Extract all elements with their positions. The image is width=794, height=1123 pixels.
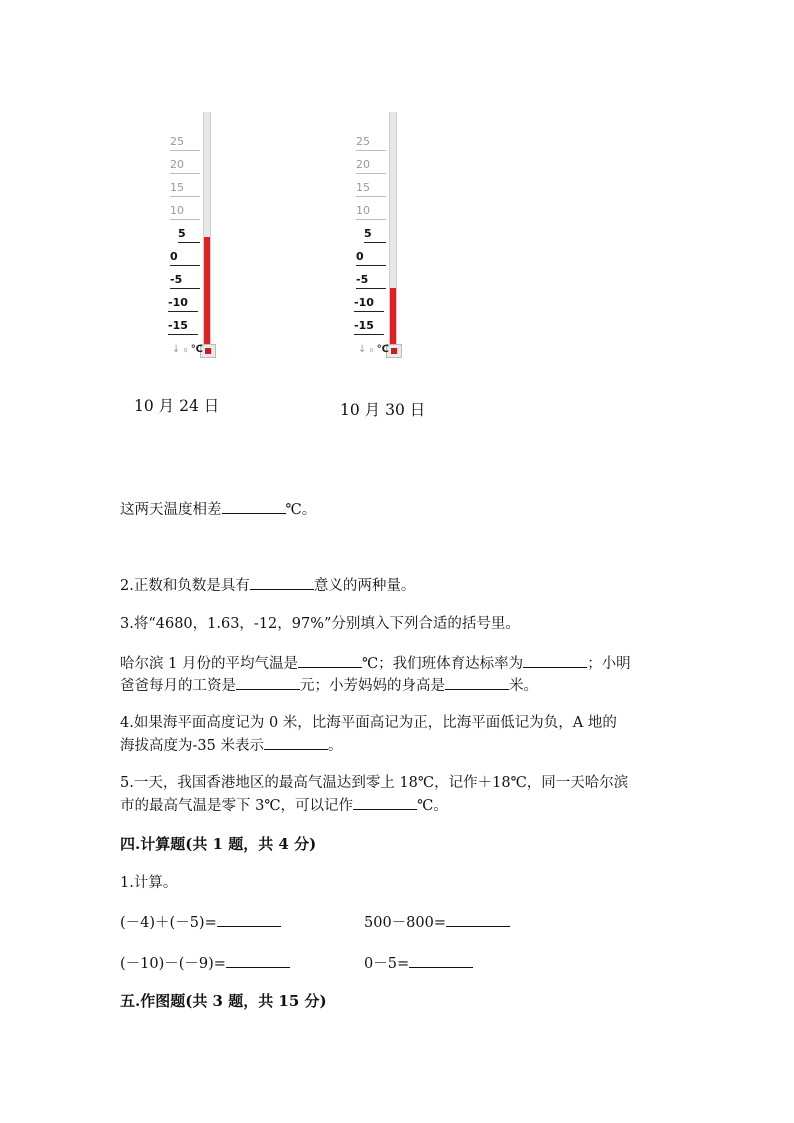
- question-4-line-1: 4.如果海平面高度记为 0 米，比海平面高记为正，比海平面低记为负，A 地的: [120, 715, 617, 731]
- answer-blank[interactable]: [446, 912, 510, 927]
- answer-blank[interactable]: [222, 499, 286, 514]
- calc-item-2: 500－800=: [364, 912, 510, 933]
- thermometer-oct-30: 25 20 15 10 5 0 -5 -10 -15 ↓ ₀ ℃: [354, 110, 444, 360]
- mercury-column: [390, 288, 396, 350]
- unit-label: ↓ ₀ ℃: [358, 344, 389, 355]
- thermometer-caption-2: 10 月 30 日: [340, 401, 426, 419]
- answer-blank[interactable]: [353, 795, 417, 810]
- calc-item-1: (－4)＋(－5)=: [120, 912, 281, 933]
- calc-item-4: 0－5=: [364, 953, 473, 974]
- answer-blank[interactable]: [226, 953, 290, 968]
- answer-blank[interactable]: [409, 953, 473, 968]
- mercury-column: [204, 237, 210, 350]
- question-temp-diff: 这两天温度相差 ℃。: [120, 499, 316, 520]
- answer-blank[interactable]: [236, 675, 300, 690]
- question-5-line-2: 市的最高气温是零下 3℃，可以记作 ℃。: [120, 795, 448, 816]
- question-3-line-2: 爸爸每月的工资是 元；小芳妈妈的身高是 米。: [120, 675, 538, 696]
- answer-blank[interactable]: [250, 575, 314, 590]
- section-4-heading: 四.计算题(共 1 题，共 4 分): [120, 835, 317, 853]
- answer-blank[interactable]: [298, 653, 362, 668]
- question-3-line-1: 哈尔滨 1 月份的平均气温是 ℃；我们班体育达标率为 ；小明: [120, 653, 631, 674]
- question-3-intro: 3.将“4680，1.63，-12，97%”分别填入下列合适的括号里。: [120, 616, 520, 632]
- question-2: 2.正数和负数是具有 意义的两种量。: [120, 575, 415, 596]
- unit-label: ↓ ₀ ℃: [172, 344, 203, 355]
- thermometer-caption-1: 10 月 24 日: [134, 397, 220, 415]
- answer-blank[interactable]: [264, 735, 328, 750]
- answer-blank[interactable]: [523, 653, 587, 668]
- question-5-line-1: 5.一天，我国香港地区的最高气温达到零上 18℃，记作＋18℃，同一天哈尔滨: [120, 775, 629, 791]
- calc-item-3: (－10)－(－9)=: [120, 953, 290, 974]
- answer-blank[interactable]: [445, 675, 509, 690]
- answer-blank[interactable]: [217, 912, 281, 927]
- thermometer-oct-24: 25 20 15 10 5 0 -5 -10 -15 ↓ ₀ ℃: [168, 110, 258, 360]
- question-4-line-2: 海拔高度为-35 米表示 。: [120, 735, 342, 756]
- section-4-question-1: 1.计算。: [120, 875, 178, 891]
- section-5-heading: 五.作图题(共 3 题，共 15 分): [120, 992, 327, 1010]
